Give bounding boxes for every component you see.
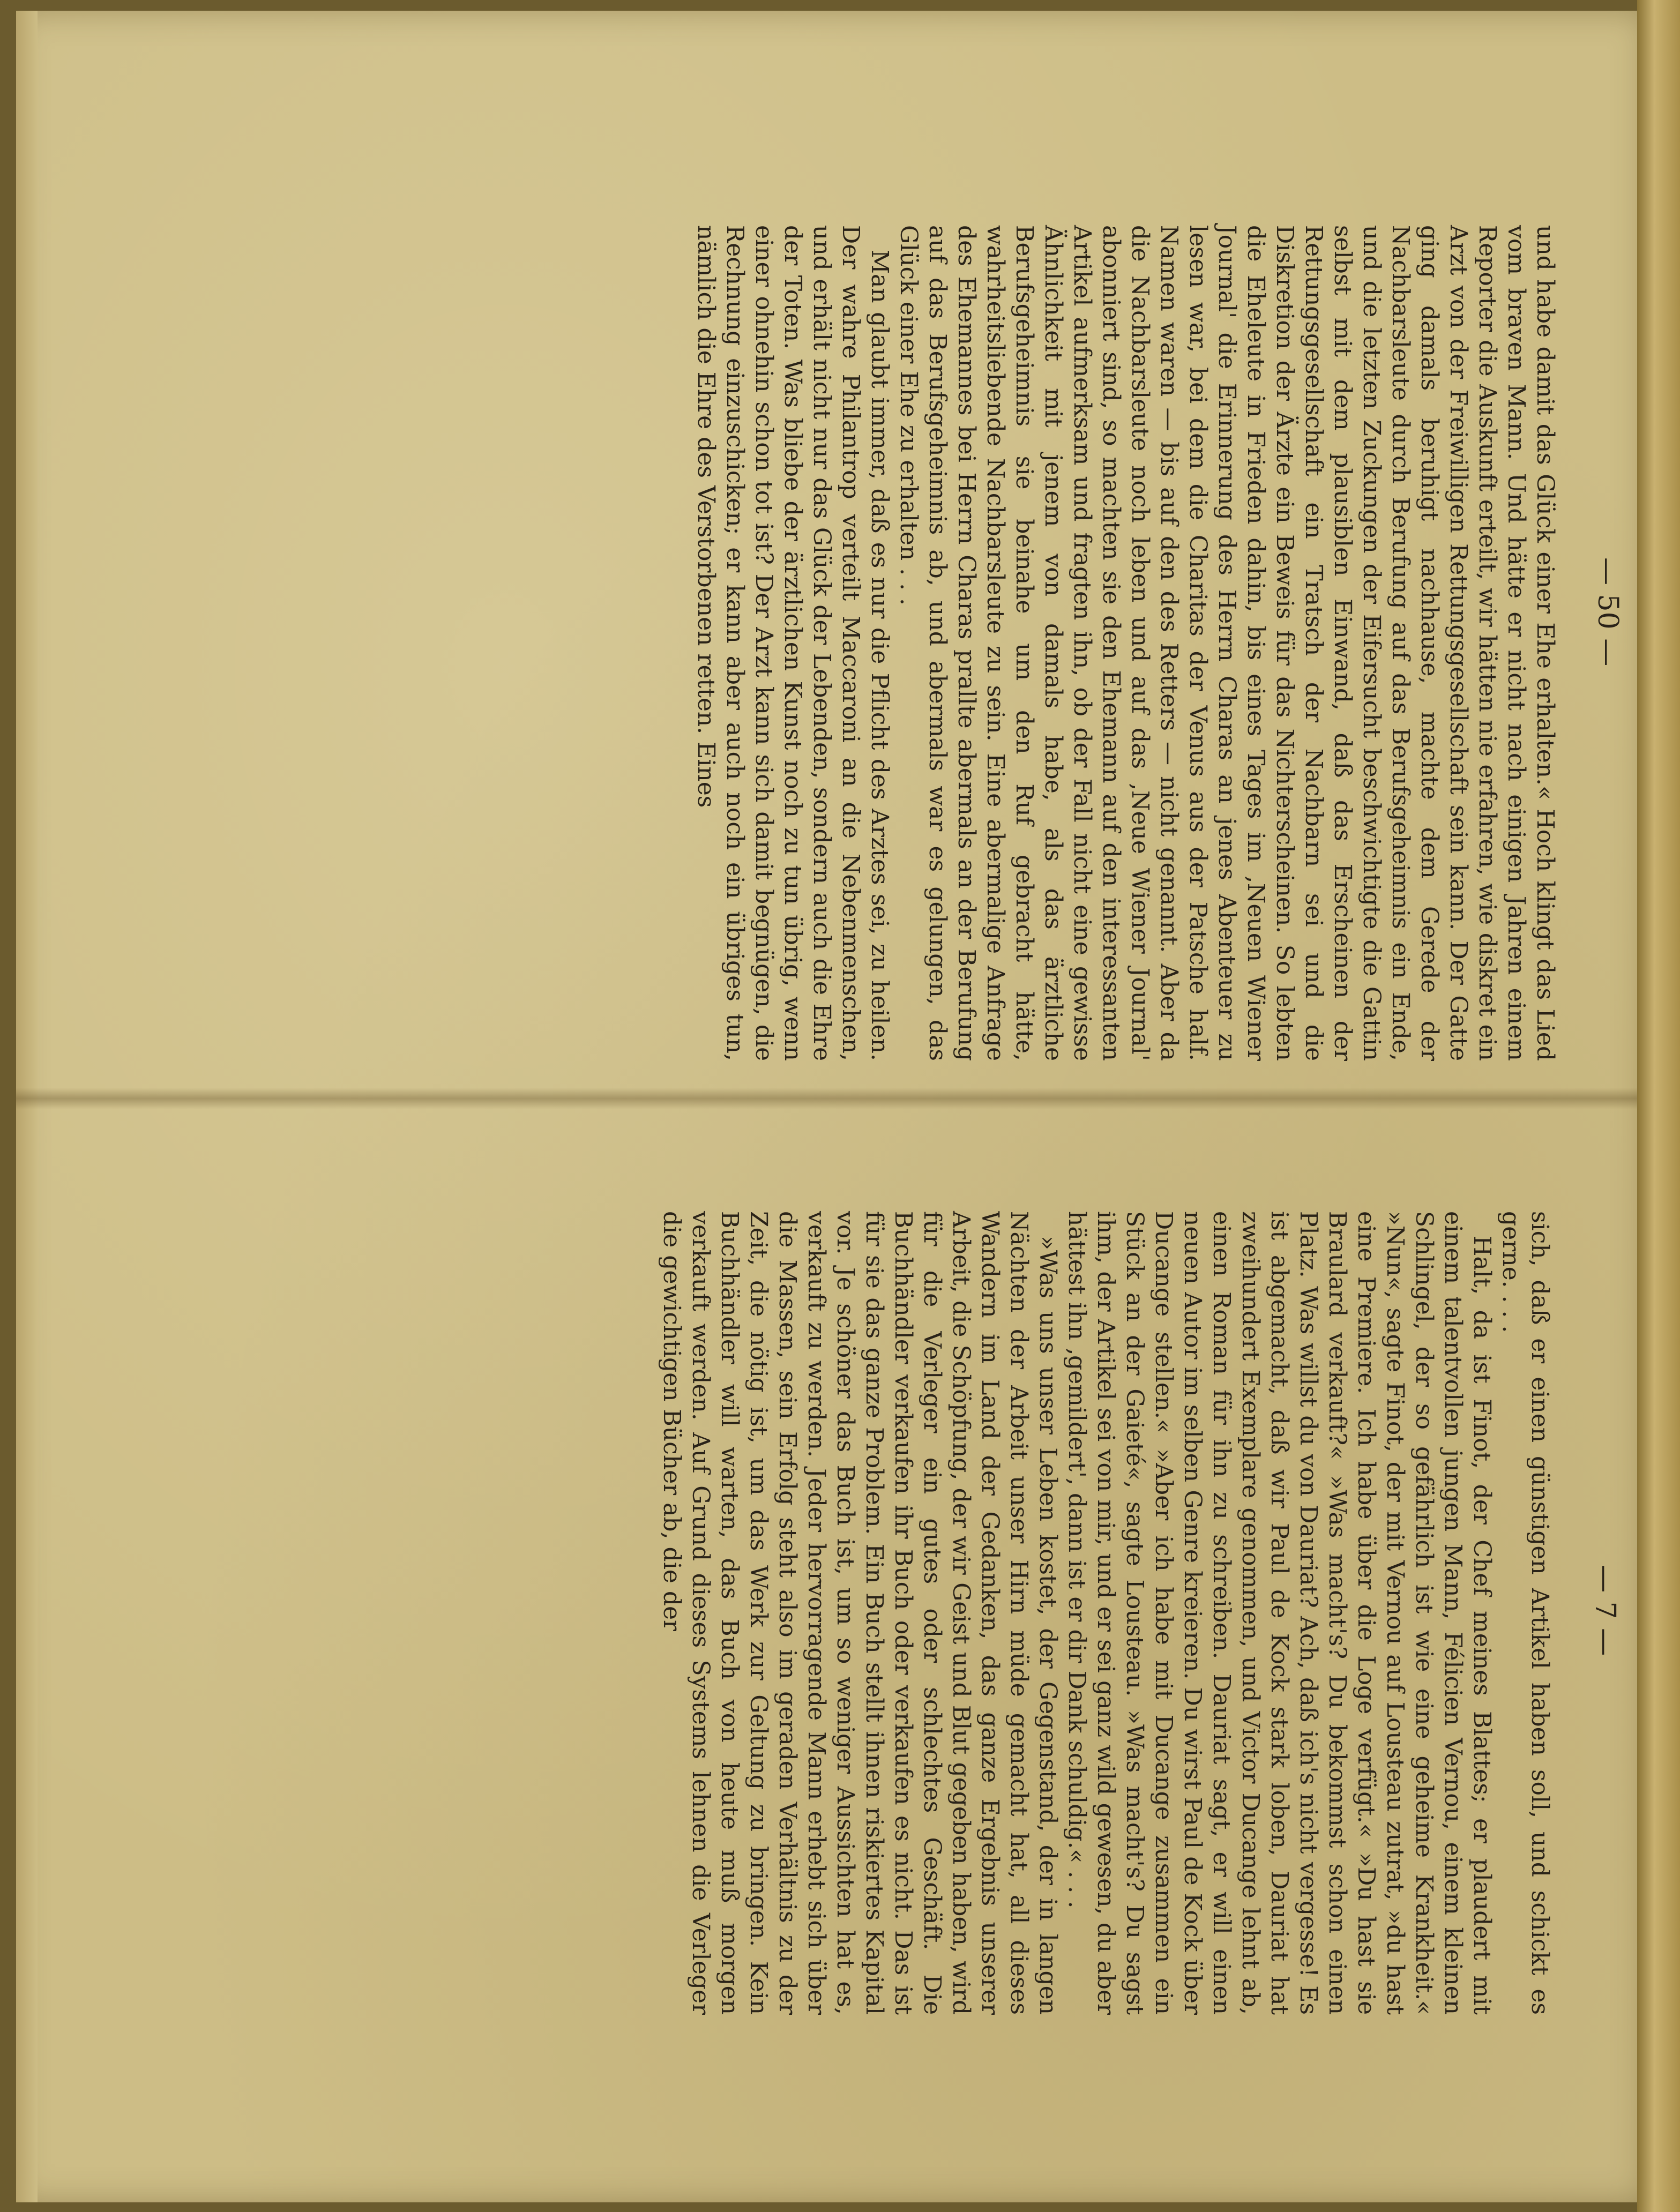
page-number-bottom: — 7 — bbox=[1589, 1565, 1621, 1656]
paragraph: sich, daß er einen günstigen Artikel haben soll, und schickt es gerne. . . . bbox=[1497, 1211, 1554, 2015]
paragraph: »Was uns unser Leben kostet, der Gegenstand, der in langen Nächten der Arbeit unser Hirn müde gemacht hat, all dieses Wandern im Land der Gedanken, das ganze Ergebnis unserer Arbeit, die Schöpfung, der wir Geist und Blut gegeben haben, wird für die Verleger ein gutes oder schlechtes Geschäft. Die Buchhändler verkaufen ihr Buch oder verkaufen es nicht. Das ist für sie das ganze Problem. Ein Buch stellt ihnen riskiertes Kapital vor. Je schöner das Buch ist, um so weniger Aussichten hat es, verkauft zu werden. Jeder hervorragende Mann erhebt sich über die Massen, sein Erfolg steht also im geraden Verhältnis zu der Zeit, die nötig ist, um das Werk zur Geltung zu bringen. Kein Buchhändler will warten, das Buch von heute muß morgen verkauft werden. Auf Grund dieses Systems lehnen die Verleger die gewichtigen Bücher ab, die der bbox=[658, 1211, 1062, 2015]
paragraph: Halt, da ist Finot, der Chef meines Blattes; er plaudert mit einem talentvollen jungen Mann, Félicien Vernou, einem kleinen Schlingel, der so gefährlich ist wie eine geheime Krankheit.« »Nun«, sagte Finot, der mit Vernou auf Lousteau zutrat, »du hast eine Premiere. Ich habe über die Loge verfügt.« »Du hast sie Braulard verkauft?« »Was macht's? Du bekommst schon einen Platz. Was willst du von Dauriat? Ach, daß ich's nicht vergesse! Es ist abgemacht, daß wir Paul de Kock stark loben, Dauriat hat zweihundert Exemplare genommen, und Victor Ducange lehnt ab, einen Roman für ihn zu schreiben. Dauriat sagt, er will einen neuen Autor im selben Genre kreieren. Du wirst Paul de Kock über Ducange stellen.« »Aber ich habe mit Ducange zusammen ein Stück an der Gaieté«, sagte Lousteau. »Was macht's? Du sagst ihm, der Artikel sei von mir, und er sei ganz wild gewesen, du aber hättest ihn ‚gemildert', dann ist er dir Dank schuldig.« . . . bbox=[1063, 1211, 1496, 2015]
page-top-text bbox=[691, 225, 1559, 1061]
paragraph: und habe damit das Glück einer Ehe erhalten.« Hoch klingt das Lied vom braven Mann. Und hätte er nicht nach einigen Jahren einem Reporter die Auskunft erteilt, wir hätten nie erfahren, wie diskret ein Arzt von der Freiwilligen Rettungsgesellschaft sein kann. Der Gatte ging damals beruhigt nachhause, machte dem Gerede der Nachbarsleute durch Berufung auf das Berufsgeheimnis ein Ende, und die letzten Zuckungen der Eifersucht beschwichtigte die Gattin selbst mit dem plausiblen Einwand, daß das Erscheinen der Rettungsgesellschaft ein Tratsch der Nachbarn sei und die Diskretion der Ärzte ein Beweis für das Nichterscheinen. So lebten die Eheleute in Frieden dahin, bis eines Tages im ‚Neuen Wiener Journal' die Erinnerung des Herrn Charas an jenes Abenteuer zu lesen war, bei dem die Charitas der Venus aus der Patsche half. Namen waren — bis auf den des Retters — nicht genannt. Aber da die Nachbarsleute noch leben und auf das ‚Neue Wiener Journal' abonniert sind, so machten sie den Ehemann auf den interessanten Artikel aufmerksam und fragten ihn, ob der Fall nicht eine gewisse Ähnlichkeit mit jenem von damals habe, als das ärztliche Berufsgeheimnis sie beinahe um den Ruf gebracht hätte, wahrheitsliebende Nachbarsleute zu sein. Eine abermalige Anfrage des Ehemannes bei Herrn Charas prallte abermals an der Berufung auf das Berufsgeheimnis ab, und abermals war es gelungen, das Glück einer Ehe zu erhalten . . . bbox=[895, 225, 1559, 1061]
center-fold bbox=[16, 1088, 1645, 1109]
paragraph: Man glaubt immer, daß es nur die Pflicht des Arztes sei, zu heilen. Der wahre Philantrop verteilt Maccaroni an die Nebenmenschen, und erhält nicht nur das Glück der Lebenden, sondern auch die Ehre der Toten. Was bliebe der ärztlichen Kunst noch zu tun übrig, wenn einer ohnehin schon tot ist? Der Arzt kann sich damit begnügen, die Rechnung einzuschicken; er kann aber auch noch ein übriges tun, nämlich die Ehre des Verstorbenen retten. Eines bbox=[692, 225, 893, 1061]
book-edge bbox=[1637, 0, 1680, 2212]
page-number-top: — 50 — bbox=[1592, 557, 1624, 667]
page-bottom-text bbox=[657, 1211, 1554, 2015]
